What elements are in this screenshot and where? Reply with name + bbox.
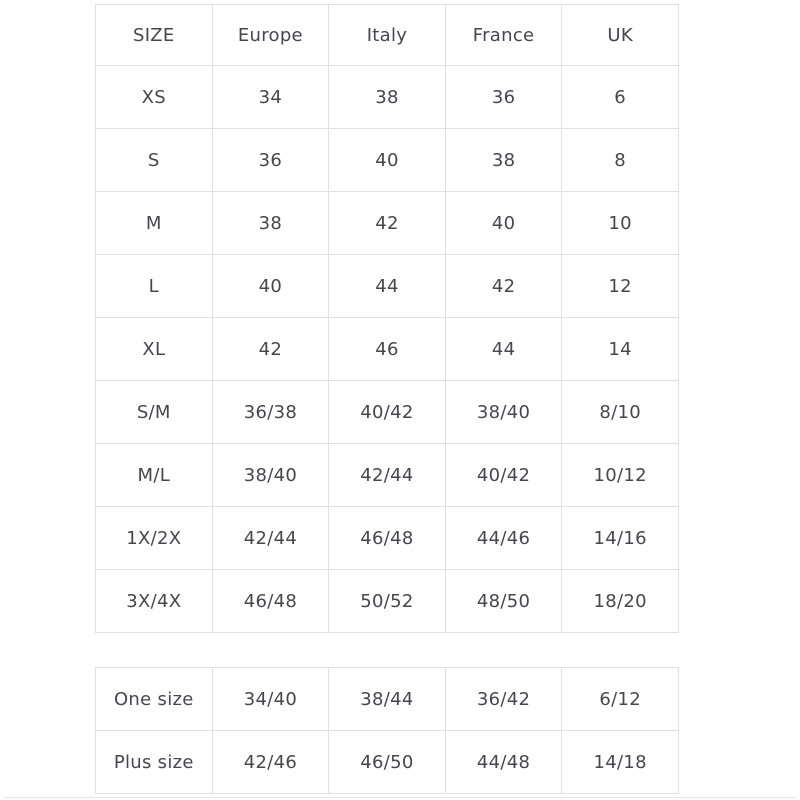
value-cell-europe: 38/40 bbox=[212, 444, 329, 507]
size-cell: XL bbox=[96, 318, 213, 381]
header-cell-uk: UK bbox=[562, 5, 679, 66]
value-cell-europe: 46/48 bbox=[212, 570, 329, 633]
header-cell-italy: Italy bbox=[329, 5, 446, 66]
size-conversion-table bbox=[95, 4, 679, 633]
value-cell-europe: 40 bbox=[212, 255, 329, 318]
value-cell-europe: 36/38 bbox=[212, 381, 329, 444]
value-cell-france: 42 bbox=[445, 255, 562, 318]
value-cell-europe: 42/44 bbox=[212, 507, 329, 570]
value-cell-uk: 6/12 bbox=[562, 668, 679, 731]
value-cell-europe: 34 bbox=[212, 66, 329, 129]
header-cell-size: SIZE bbox=[96, 5, 213, 66]
value-cell-france: 38 bbox=[445, 129, 562, 192]
value-cell-europe: 36 bbox=[212, 129, 329, 192]
value-cell-uk: 8 bbox=[562, 129, 679, 192]
value-cell-uk: 14/16 bbox=[562, 507, 679, 570]
table-row-m bbox=[96, 192, 679, 255]
value-cell-uk: 18/20 bbox=[562, 570, 679, 633]
value-cell-italy: 42/44 bbox=[329, 444, 446, 507]
value-cell-italy: 46/48 bbox=[329, 507, 446, 570]
value-cell-france: 48/50 bbox=[445, 570, 562, 633]
table-row-3x-4x bbox=[96, 570, 679, 633]
size-cell: M/L bbox=[96, 444, 213, 507]
size-cell: M bbox=[96, 192, 213, 255]
value-cell-italy: 50/52 bbox=[329, 570, 446, 633]
table-row-m-l bbox=[96, 444, 679, 507]
size-cell: S bbox=[96, 129, 213, 192]
value-cell-europe: 42 bbox=[212, 318, 329, 381]
special-sizes-table bbox=[95, 667, 679, 794]
table-row-s bbox=[96, 129, 679, 192]
size-cell: 1X/2X bbox=[96, 507, 213, 570]
header-cell-france: France bbox=[445, 5, 562, 66]
value-cell-italy: 38/44 bbox=[329, 668, 446, 731]
value-cell-italy: 46 bbox=[329, 318, 446, 381]
value-cell-france: 40 bbox=[445, 192, 562, 255]
value-cell-uk: 14/18 bbox=[562, 731, 679, 794]
size-cell: Plus size bbox=[96, 731, 213, 794]
size-cell: L bbox=[96, 255, 213, 318]
value-cell-italy: 44 bbox=[329, 255, 446, 318]
value-cell-france: 38/40 bbox=[445, 381, 562, 444]
value-cell-france: 44/48 bbox=[445, 731, 562, 794]
value-cell-uk: 6 bbox=[562, 66, 679, 129]
table-row-xl bbox=[96, 318, 679, 381]
table-row-one-size bbox=[96, 668, 679, 731]
table-row-s-m bbox=[96, 381, 679, 444]
size-cell: One size bbox=[96, 668, 213, 731]
value-cell-italy: 42 bbox=[329, 192, 446, 255]
value-cell-france: 36/42 bbox=[445, 668, 562, 731]
table-row-1x-2x bbox=[96, 507, 679, 570]
header-cell-europe: Europe bbox=[212, 5, 329, 66]
value-cell-italy: 38 bbox=[329, 66, 446, 129]
value-cell-italy: 46/50 bbox=[329, 731, 446, 794]
value-cell-uk: 10 bbox=[562, 192, 679, 255]
value-cell-uk: 12 bbox=[562, 255, 679, 318]
table-row-l bbox=[96, 255, 679, 318]
value-cell-europe: 42/46 bbox=[212, 731, 329, 794]
value-cell-europe: 38 bbox=[212, 192, 329, 255]
value-cell-uk: 14 bbox=[562, 318, 679, 381]
value-cell-italy: 40/42 bbox=[329, 381, 446, 444]
value-cell-france: 44 bbox=[445, 318, 562, 381]
value-cell-uk: 10/12 bbox=[562, 444, 679, 507]
value-cell-france: 40/42 bbox=[445, 444, 562, 507]
value-cell-italy: 40 bbox=[329, 129, 446, 192]
table-row-xs bbox=[96, 66, 679, 129]
value-cell-europe: 34/40 bbox=[212, 668, 329, 731]
bottom-divider bbox=[4, 797, 796, 798]
size-cell: XS bbox=[96, 66, 213, 129]
value-cell-france: 36 bbox=[445, 66, 562, 129]
size-cell: S/M bbox=[96, 381, 213, 444]
value-cell-france: 44/46 bbox=[445, 507, 562, 570]
table-row-plus-size bbox=[96, 731, 679, 794]
table-header-row bbox=[96, 5, 679, 66]
size-cell: 3X/4X bbox=[96, 570, 213, 633]
value-cell-uk: 8/10 bbox=[562, 381, 679, 444]
